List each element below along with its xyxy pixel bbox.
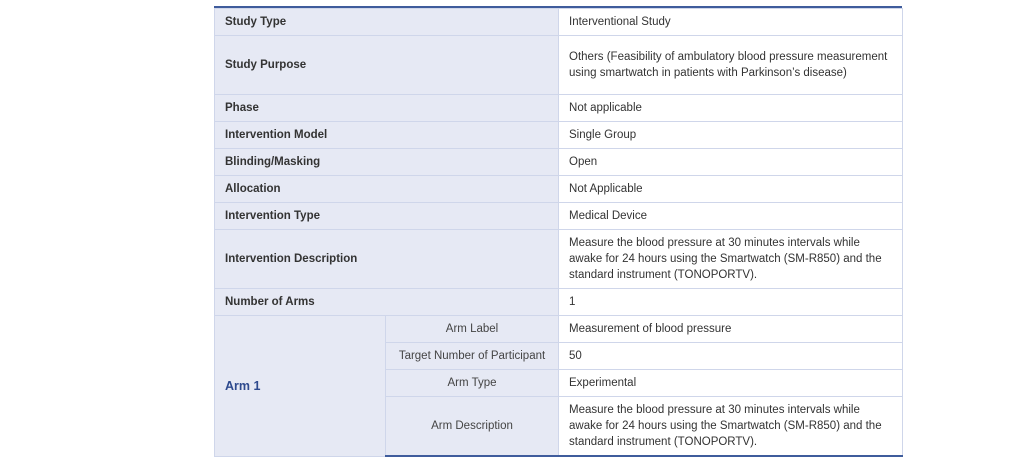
row-value: Single Group bbox=[559, 122, 903, 149]
table-row bbox=[215, 149, 903, 176]
table-row bbox=[215, 9, 903, 36]
row-label: Phase bbox=[215, 95, 559, 122]
row-label: Intervention Type bbox=[215, 203, 559, 230]
arm-item-label: Arm Type bbox=[386, 370, 559, 397]
table-row bbox=[215, 122, 903, 149]
table-row bbox=[215, 36, 903, 95]
arm-item-value: Measure the blood pressure at 30 minutes intervals while awake for 24 hours using the Smartwatch (SM-R850) and the standard instrument (TONOPORTV). bbox=[559, 397, 903, 457]
row-label: Intervention Model bbox=[215, 122, 559, 149]
table-row bbox=[215, 203, 903, 230]
row-label: Allocation bbox=[215, 176, 559, 203]
row-value: Interventional Study bbox=[559, 9, 903, 36]
arm-item-value: Measurement of blood pressure bbox=[559, 316, 903, 343]
arm-title: Arm 1 bbox=[215, 316, 386, 457]
row-label: Blinding/Masking bbox=[215, 149, 559, 176]
arm-item-label: Target Number of Participant bbox=[386, 343, 559, 370]
row-value: Measure the blood pressure at 30 minutes intervals while awake for 24 hours using the Smartwatch (SM-R850) and the standard instrument (TONOPORTV). bbox=[559, 230, 903, 289]
arm-item-label: Arm Description bbox=[386, 397, 559, 457]
table-row bbox=[215, 230, 903, 289]
table-row bbox=[215, 95, 903, 122]
table-row bbox=[215, 316, 903, 343]
section-header bbox=[214, 0, 902, 8]
arm-item-value: 50 bbox=[559, 343, 903, 370]
row-label: Study Type bbox=[215, 9, 559, 36]
arm-item-value: Experimental bbox=[559, 370, 903, 397]
table-row bbox=[215, 289, 903, 316]
row-label: Intervention Description bbox=[215, 230, 559, 289]
row-value: Others (Feasibility of ambulatory blood pressure measurement using smartwatch in patients with Parkinson’s disease) bbox=[559, 36, 903, 95]
row-value: 1 bbox=[559, 289, 903, 316]
row-value: Medical Device bbox=[559, 203, 903, 230]
row-label: Number of Arms bbox=[215, 289, 559, 316]
arm-item-label: Arm Label bbox=[386, 316, 559, 343]
row-label: Study Purpose bbox=[215, 36, 559, 95]
study-design-table bbox=[214, 8, 903, 457]
table-row bbox=[215, 176, 903, 203]
row-value: Not Applicable bbox=[559, 176, 903, 203]
row-value: Open bbox=[559, 149, 903, 176]
row-value: Not applicable bbox=[559, 95, 903, 122]
